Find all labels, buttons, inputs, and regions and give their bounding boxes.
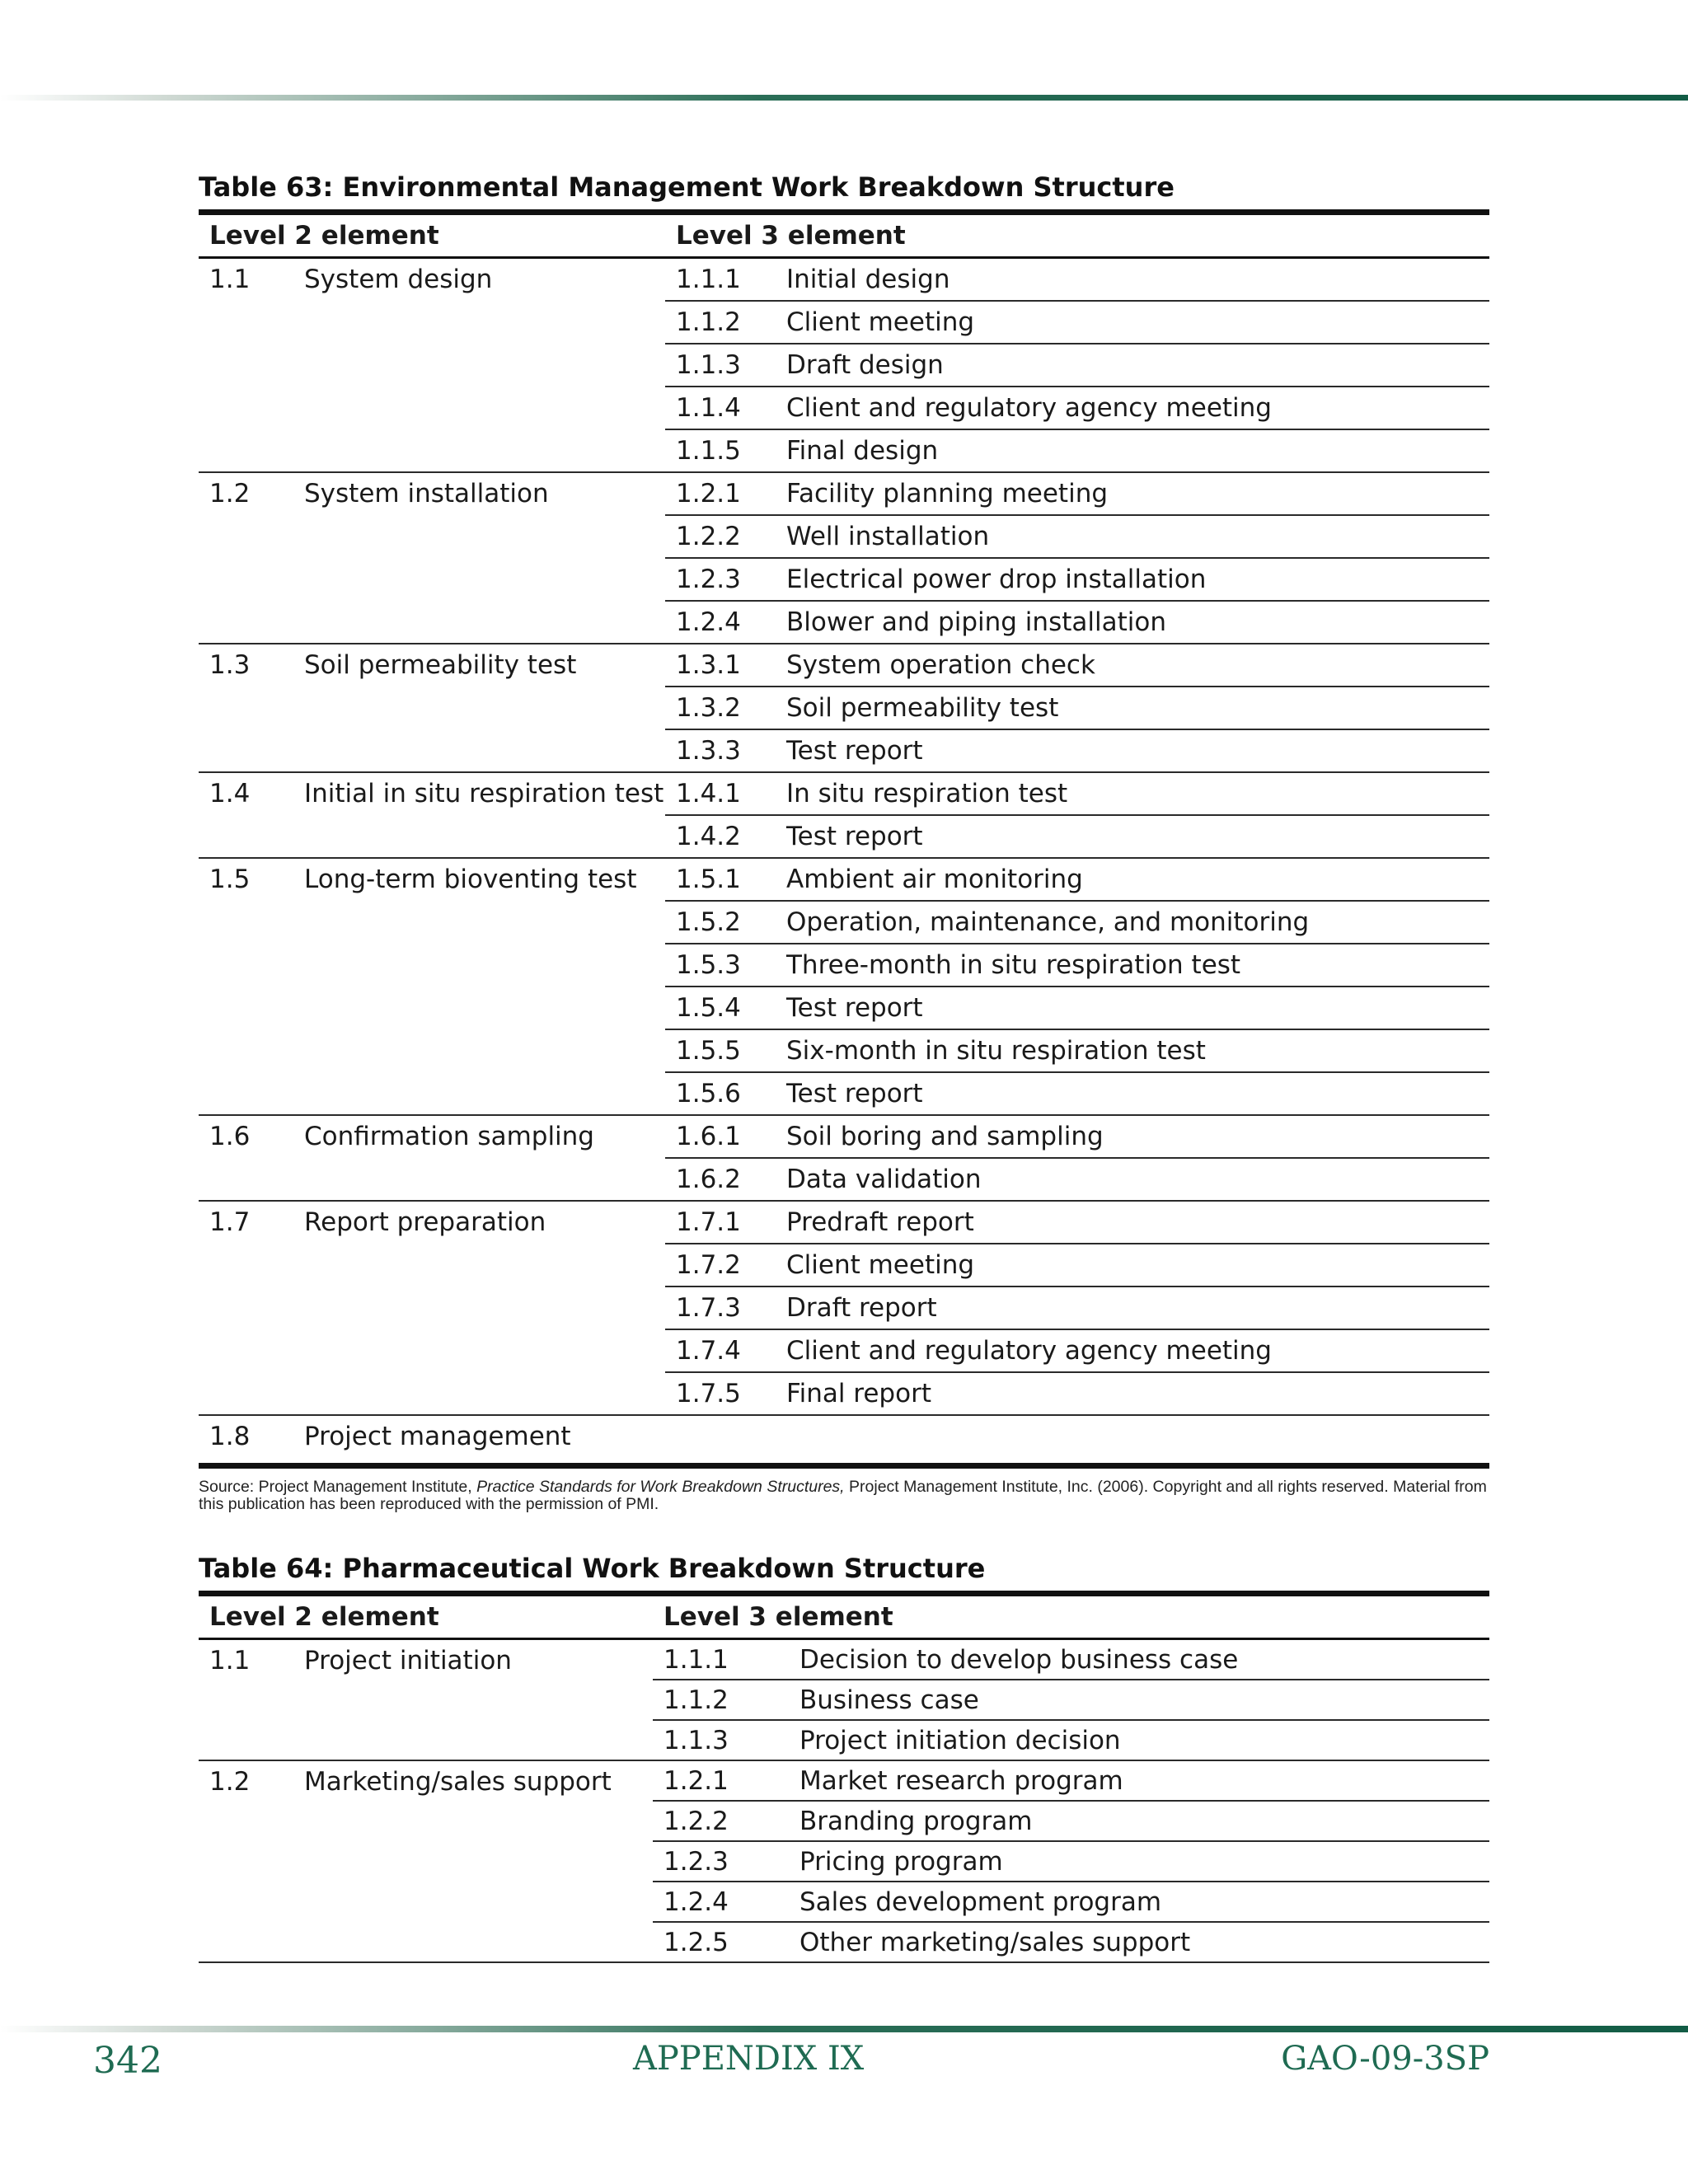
table-row — [199, 644, 1489, 687]
level3-code: 1.1.2 — [653, 1680, 789, 1720]
level3-name: Draft design — [776, 344, 1489, 387]
level2-name: Project initiation — [293, 1639, 653, 1761]
level3-name: Initial design — [776, 258, 1489, 302]
level3-name: Test report — [776, 729, 1489, 772]
level3-code: 1.3.2 — [665, 687, 776, 729]
level2-name: System design — [293, 258, 665, 473]
level3-name: Ambient air monitoring — [776, 858, 1489, 901]
level3-name: Final design — [776, 429, 1489, 472]
level3-name: Test report — [776, 815, 1489, 858]
level3-name: Decision to develop business case — [789, 1639, 1489, 1680]
level3-name: Test report — [776, 987, 1489, 1029]
level3-name: Six-month in situ respiration test — [776, 1029, 1489, 1072]
source-suffix: Project Management Institute, Inc. (2006). Copyright and all rights reserved. Material from this publication has been reproduced with the permission of PMI. — [199, 1478, 1487, 1513]
level3-name: Three-month in situ respiration test — [776, 944, 1489, 987]
table-63 — [199, 209, 1489, 1469]
level3-code: 1.5.2 — [665, 901, 776, 944]
level3-name: Well installation — [776, 515, 1489, 558]
level2-name: Marketing/sales support — [293, 1760, 653, 1962]
level3-name: Electrical power drop installation — [776, 558, 1489, 601]
level3-code: 1.2.4 — [653, 1882, 789, 1922]
table-63-block — [199, 165, 1489, 1513]
level3-code: 1.6.1 — [665, 1115, 776, 1158]
level3-code: 1.3.3 — [665, 729, 776, 772]
table-64-title: Table 64: Pharmaceutical Work Breakdown Structure — [199, 1553, 986, 1584]
level2-code: 1.2 — [199, 472, 293, 644]
level3-code — [665, 1415, 776, 1466]
level2-code: 1.6 — [199, 1115, 293, 1201]
page-number: 342 — [93, 2040, 162, 2082]
table-row — [199, 1115, 1489, 1158]
appendix-label: APPENDIX IX — [633, 2040, 865, 2078]
level3-name: Final report — [776, 1372, 1489, 1415]
level3-name: Project initiation decision — [789, 1720, 1489, 1760]
level3-code: 1.2.3 — [665, 558, 776, 601]
level3-code: 1.1.3 — [653, 1720, 789, 1760]
level3-code: 1.4.1 — [665, 772, 776, 815]
level3-code: 1.5.5 — [665, 1029, 776, 1072]
level3-name: Branding program — [789, 1801, 1489, 1841]
level3-name: Blower and piping installation — [776, 601, 1489, 644]
level2-code: 1.1 — [199, 258, 293, 473]
table-row — [199, 1760, 1489, 1801]
level3-code: 1.1.3 — [665, 344, 776, 387]
level2-code: 1.4 — [199, 772, 293, 858]
table-row — [199, 258, 1489, 302]
level3-code: 1.4.2 — [665, 815, 776, 858]
level3-name: Test report — [776, 1072, 1489, 1115]
level2-name: Long-term bioventing test — [293, 858, 665, 1115]
table-row — [199, 772, 1489, 815]
level3-header: Level 3 element — [653, 1594, 1489, 1639]
level2-code: 1.1 — [199, 1639, 293, 1761]
table-row — [199, 1639, 1489, 1680]
level2-header: Level 2 element — [199, 1594, 653, 1639]
level2-name: Initial in situ respiration test — [293, 772, 665, 858]
level3-code: 1.2.5 — [653, 1922, 789, 1962]
level3-code: 1.3.1 — [665, 644, 776, 687]
level3-code: 1.7.4 — [665, 1329, 776, 1372]
level3-code: 1.7.1 — [665, 1201, 776, 1244]
level3-name — [776, 1415, 1489, 1466]
level3-name: Soil permeability test — [776, 687, 1489, 729]
level3-code: 1.7.2 — [665, 1244, 776, 1286]
header-rule — [0, 95, 1688, 101]
table-row — [199, 858, 1489, 901]
level2-name: Confirmation sampling — [293, 1115, 665, 1201]
level3-name: Client meeting — [776, 1244, 1489, 1286]
level3-name: Predraft report — [776, 1201, 1489, 1244]
table-64-block — [199, 1546, 1489, 1963]
level3-name: In situ respiration test — [776, 772, 1489, 815]
report-id: GAO-09-3SP — [1281, 2040, 1489, 2078]
table-header-row — [199, 213, 1489, 258]
level2-name: System installation — [293, 472, 665, 644]
level3-code: 1.2.2 — [665, 515, 776, 558]
level3-name: Soil boring and sampling — [776, 1115, 1489, 1158]
level3-code: 1.5.6 — [665, 1072, 776, 1115]
level3-name: Pricing program — [789, 1841, 1489, 1882]
level2-header: Level 2 element — [199, 213, 665, 258]
level3-code: 1.5.1 — [665, 858, 776, 901]
level3-code: 1.2.1 — [653, 1760, 789, 1801]
level3-name: Data validation — [776, 1158, 1489, 1201]
level2-code: 1.3 — [199, 644, 293, 772]
level3-name: Operation, maintenance, and monitoring — [776, 901, 1489, 944]
level3-name: Client and regulatory agency meeting — [776, 387, 1489, 429]
level2-code: 1.8 — [199, 1415, 293, 1466]
level3-code: 1.7.3 — [665, 1286, 776, 1329]
level3-code: 1.2.2 — [653, 1801, 789, 1841]
level2-name: Project management — [293, 1415, 665, 1466]
source-note — [199, 1479, 1489, 1513]
level3-name: Business case — [789, 1680, 1489, 1720]
level3-code: 1.5.3 — [665, 944, 776, 987]
level2-code: 1.5 — [199, 858, 293, 1115]
level3-name: Draft report — [776, 1286, 1489, 1329]
table-63-title: Table 63: Environmental Management Work Breakdown Structure — [199, 171, 1175, 203]
level3-name: Market research program — [789, 1760, 1489, 1801]
source-prefix: Source: Project Management Institute, — [199, 1478, 477, 1496]
level3-code: 1.2.1 — [665, 472, 776, 515]
level3-code: 1.5.4 — [665, 987, 776, 1029]
level3-code: 1.1.4 — [665, 387, 776, 429]
level2-code: 1.2 — [199, 1760, 293, 1962]
level3-code: 1.1.5 — [665, 429, 776, 472]
level3-name: Other marketing/sales support — [789, 1922, 1489, 1962]
level3-code: 1.2.3 — [653, 1841, 789, 1882]
level3-code: 1.1.2 — [665, 301, 776, 344]
level3-name: System operation check — [776, 644, 1489, 687]
level3-header: Level 3 element — [665, 213, 1489, 258]
level3-name: Client meeting — [776, 301, 1489, 344]
level3-code: 1.1.1 — [665, 258, 776, 302]
level3-code: 1.7.5 — [665, 1372, 776, 1415]
table-row — [199, 472, 1489, 515]
table-row — [199, 1201, 1489, 1244]
source-title: Practice Standards for Work Breakdown Structures, — [476, 1478, 845, 1496]
level2-name: Soil permeability test — [293, 644, 665, 772]
level3-name: Client and regulatory agency meeting — [776, 1329, 1489, 1372]
level2-name: Report preparation — [293, 1201, 665, 1415]
level3-name: Sales development program — [789, 1882, 1489, 1922]
level3-name: Facility planning meeting — [776, 472, 1489, 515]
footer-rule — [0, 2026, 1688, 2032]
level2-code: 1.7 — [199, 1201, 293, 1415]
table-64 — [199, 1591, 1489, 1963]
level3-code: 1.2.4 — [665, 601, 776, 644]
table-row — [199, 1415, 1489, 1466]
level3-code: 1.6.2 — [665, 1158, 776, 1201]
table-header-row — [199, 1594, 1489, 1639]
level3-code: 1.1.1 — [653, 1639, 789, 1680]
